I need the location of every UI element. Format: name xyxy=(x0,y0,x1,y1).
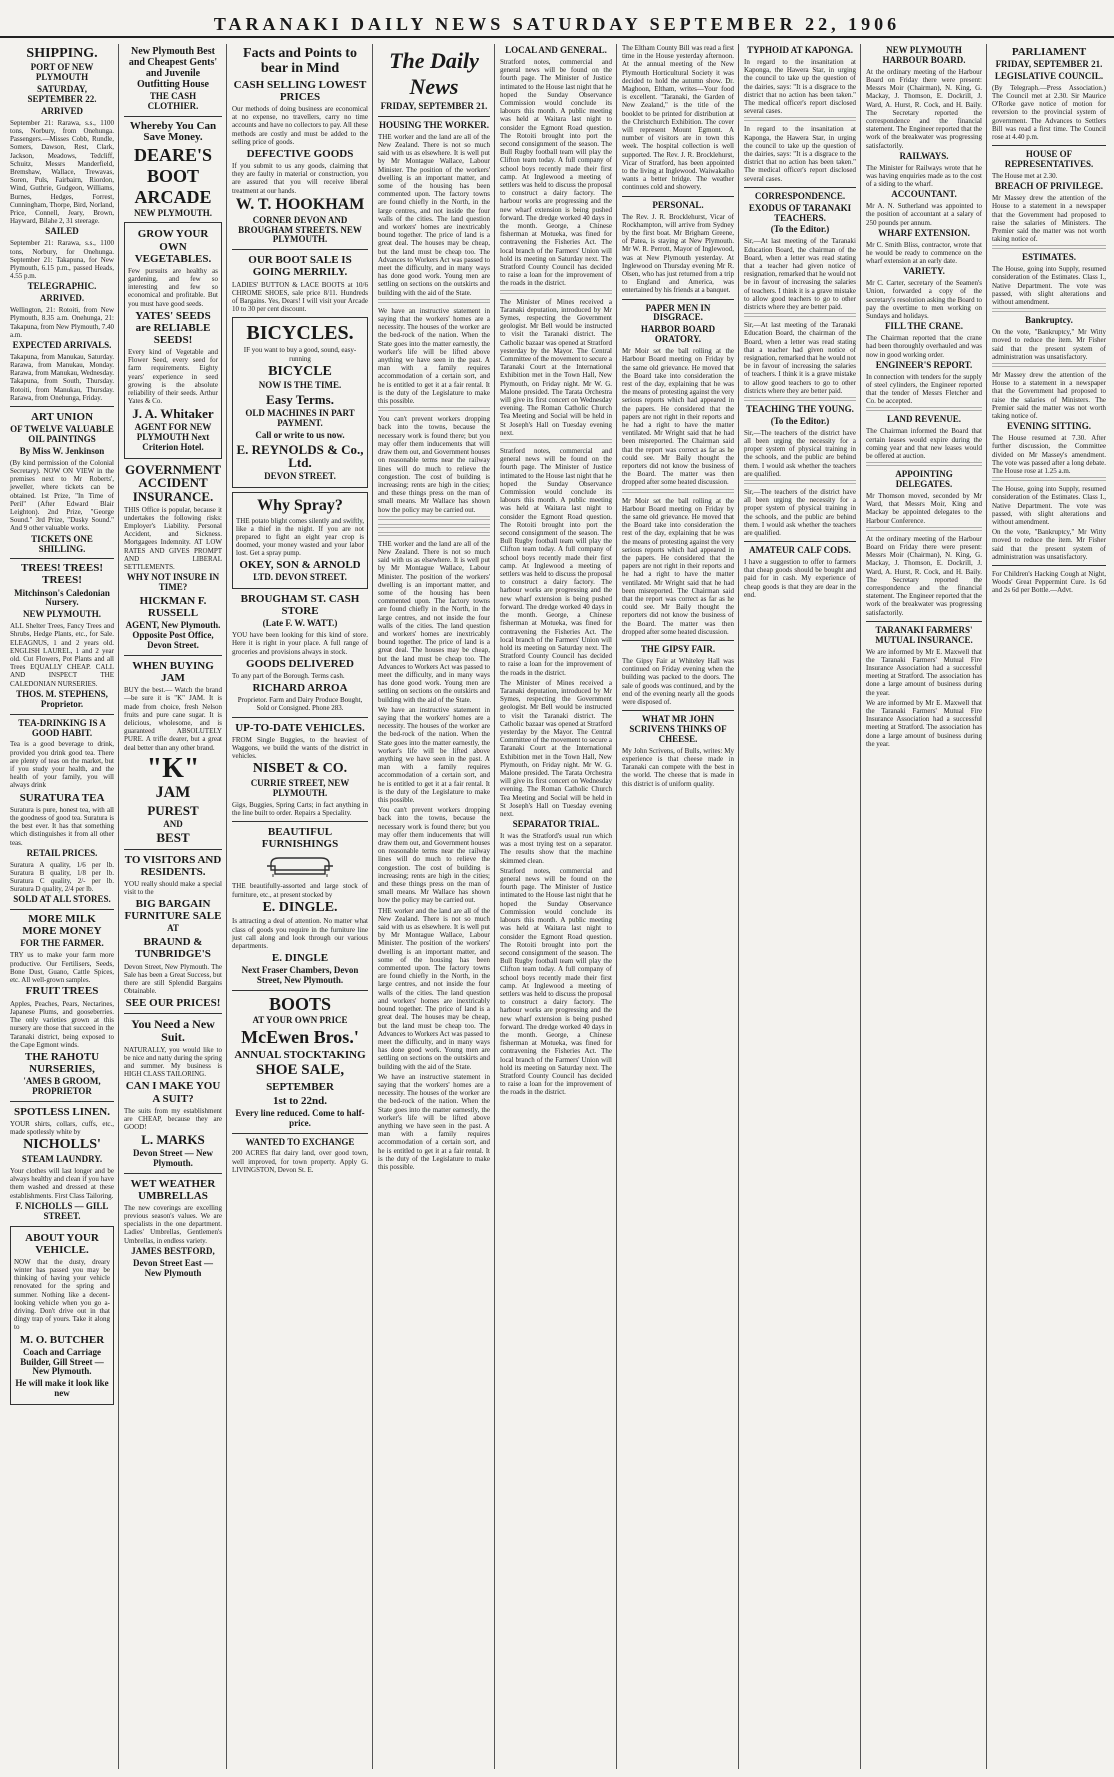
variety-heading: VARIETY. xyxy=(903,266,945,277)
furnishings-heading: BEAUTIFUL FURNISHINGS xyxy=(261,826,339,851)
harbour-board-heading: NEW PLYMOUTH HARBOUR BOARD. xyxy=(882,45,966,65)
suratura-text: Suratura is pure, honest tea, with all the goodness of good tea. Suratura is the best ever. It has that something which distinguishes it from all other teas. xyxy=(10,805,114,847)
local-text-repeat-3: Stratford notes, commercial and general news will be found on the fourth page. The Minister of Justice intimated to the House last night that he hoped the Sunday Observance Commission would conclude its labours this month. A public meeting was held at Waitara last night to consider the Egmont Road question. The Rotoiti brought into port the second consignment of the season. The Bull Rugby football team will play the Clifton team today. A full company of school boys recently made their first camp. At Inglewood a meeting of settlers was held to discuss the proposal to construct a dairy factory. The harbour works are progressing and the new wharf extension is being pushed forward. The dredge worked 40 days in the month. George, a Chinese fisherman at Motueka, was fined for contravening the Fisheries Act. The local branch of the Farmers' Union will hold its meeting on Saturday next. The Stratford County Council has decided to raise a loan for the improvement of the roads in the district. xyxy=(500,866,612,1097)
column-rule xyxy=(738,44,739,1769)
umbrellas-heading: WET WEATHER UMBRELLAS xyxy=(130,1177,216,1202)
trees-heading: TREES! TREES! TREES! xyxy=(20,562,104,587)
nisbet-address: CURRIE STREET, NEW PLYMOUTH. xyxy=(250,777,350,798)
harbour-oratory-heading: HARBOR BOARD ORATORY. xyxy=(640,324,716,345)
housing-text-repeat-5: We have an instructive statement in saying that the workers' homes are a necessity. The houses of the worker are the bed-rock of the nation. When the State goes into the matter earnestly, the worker's life will be lifted above anything we have seen in the past. A man with a family requires accommodation of a certain sort, and he is entitled to get it at a fair rental. It is the duty of the Legislature to make this possible. xyxy=(378,1072,490,1171)
tea-heading: TEA-DRINKING IS A GOOD HABIT. xyxy=(18,717,106,738)
personal-text: The Rev. J. R. Brocklehurst, Vicar of Rockhampton, will arrive from Sydney by the first boat. Mr Brigham Greene, of Patea, is staying at New Plymouth. Mr W. R. Perrott, Mayor of Inglewood, was at New Plymouth yesterday. At Inglewood on Thursday evening Mr R. Olsen, who has just returned from a trip to England and America, was entertained by his friends at a banquet. xyxy=(622,212,734,295)
accountant-heading: ACCOUNTANT. xyxy=(891,189,957,200)
brougham-text: YOU have been looking for this kind of store. Here it is right in your place. A full range of groceries and provisions always in stock. xyxy=(232,631,368,656)
teaching-to-editor: (To the Editor.) xyxy=(770,415,830,426)
nisbet-name: NISBET & CO. xyxy=(252,761,348,777)
exodus-to-editor: (To the Editor.) xyxy=(770,224,830,235)
cash-selling-heading: CASH SELLING LOWEST PRICES xyxy=(233,78,367,103)
nicholls-address: F. NICHOLLS — GILL STREET. xyxy=(15,1200,109,1221)
teaching-heading: TEACHING THE YOUNG. xyxy=(746,403,854,414)
milk-heading: MORE MILK MORE MONEY xyxy=(22,913,102,937)
visitors-text: YOU really should make a special visit to the xyxy=(124,879,222,897)
spray-text: THE potato blight comes silently and swiftly, like a thief in the night. If you are not prepared to fight an eight year crop is doomed, your money wasted and your labor lost. Get a spray pump. xyxy=(236,516,364,558)
shoe-sale: SHOE SALE, xyxy=(255,1061,345,1078)
reynolds-street: DEVON STREET. xyxy=(264,470,336,481)
house-text: The House met at 2.30. xyxy=(992,172,1058,181)
okey-sub: LTD. DEVON STREET. xyxy=(253,572,347,583)
hickman-name: HICKMAN F. RUSSELL xyxy=(139,595,207,620)
mcewen-name: McEwen Bros.' xyxy=(241,1026,359,1047)
defective-text: If you submit to us any goods, claiming that they are faulty in material or construction, you are assured that you will receive liberal treatment at our hands. xyxy=(232,162,368,195)
column-local xyxy=(496,44,616,1769)
nursery-town: NEW PLYMOUTH. xyxy=(22,609,101,620)
goods-delivered-text: To any part of the Borough. Terms cash. xyxy=(232,671,345,680)
local-text-2: The Minister of Mines received a Taranaki deputation, introduced by Mr Symes, respecting the Government geologist. Mr Bell would be instructed to visit the Taranaki district. The Catholic bazaar was opened at Stratford yesterday by the Mayor. The Central Committee of the movement to secure a Taranaki Court at the International Exhibition met in the Town Hall, New Plymouth, on Friday night. Mr W. G. Malone presided. The Tarata Orchestra will give its first concert on Wednesday evening. The Roman Catholic Church Tea Meeting and Social will be held in St Joseph's Hall on Tuesday evening next. xyxy=(500,297,612,437)
rahotu-proprietor: 'AMES B GROOM, PROPRIETOR xyxy=(23,1076,101,1096)
housing-heading: HOUSING THE WORKER. xyxy=(379,119,489,130)
boots-sub: AT YOUR OWN PRICE xyxy=(252,1015,348,1025)
cash-clothier: THE CASH CLOTHIER. xyxy=(147,91,199,111)
bankruptcy-heading: Bankruptcy. xyxy=(1025,315,1073,326)
housing-text-2: We have an instructive statement in saying that the workers' homes are a necessity. The houses of the worker are the bed-rock of the nation. When the State goes into the matter earnestly, the worker's life will be lifted above anything we have seen in the past. A man with a family requires accommodation of a certain sort, and he is entitled to get it at a fair rental. It is the duty of the Legislature to make this possible. xyxy=(378,306,490,406)
dingle-name: E. DINGLE. xyxy=(262,899,338,915)
nisbet-text: Gigs, Buggies, Spring Carts; in fact anything in the line built to order. Repairs a Speciality. xyxy=(232,800,368,817)
estimates-text: The House, going into Supply, resumed consideration of the Estimates. Class I., Native Department. The vote was passed, with slight alterations and without amendment. xyxy=(992,265,1106,307)
visitors-heading: TO VISITORS AND RESIDENTS. xyxy=(124,853,222,878)
correspondence-heading: CORRESPONDENCE. xyxy=(754,190,846,201)
housing-text-repeat-4: THE worker and the land are all of the New Zealand. There is not so much said with us as elsewhere. It is well put by Mr Montague Wallace, Labour Minister. The position of the workers' dwelling is an important matter, and some of the housing has been commented upon. The factory towns are found chiefly in the North, in the large centres, and not inside the four walls of the cities. The land question and workers' homes are inextricably bound together. The price of land is a great deal. The houses may be cheap, but the land must be cheap too. The Advances to Workers Act was passed to meet the difficulty, and in many ways has done good work. Young men are settling on sections on the outskirts and building with the aid of the State. xyxy=(378,906,490,1071)
nursery-name: Mitchinson's Caledonian Nursery. xyxy=(14,587,110,608)
telegraphic-heading: TELEGRAPHIC. xyxy=(27,281,97,292)
crane-text: The Chairman reported that the crane had been thoroughly overhauled and was now in good working order. xyxy=(866,334,982,359)
milk-sub: FOR THE FARMER. xyxy=(20,938,104,949)
masthead xyxy=(0,14,1114,38)
whitaker-name: J. A. Whitaker xyxy=(132,406,214,422)
heading-shipping: SHIPPING. xyxy=(26,46,98,61)
retail-text: Suratura A quality, 1/6 per lb. Suratura B quality, 1/8 per lb. Suratura C quality, 2/- per lb. Suratura D quality, 2/4 per lb. xyxy=(10,860,114,894)
insurance-heading: GOVERNMENT ACCIDENT INSURANCE. xyxy=(124,461,222,505)
suit-question: CAN I MAKE YOU A SUIT? xyxy=(125,1080,221,1105)
column-rule xyxy=(226,44,227,1769)
boots-heading: BOOTS xyxy=(268,994,332,1015)
legislative-heading: LEGISLATIVE COUNCIL. xyxy=(994,70,1104,81)
local-heading: LOCAL AND GENERAL. xyxy=(505,45,607,55)
sale-dates: 1st to 22nd. xyxy=(272,1094,328,1107)
cough-cure-ad: For Children's Hacking Cough at Night, Woods' Great Peppermint Cure. 1s 6d and 2s 6d per Bottle.—Advt. xyxy=(992,569,1106,595)
harbour-board-text-repeat: At the ordinary meeting of the Harbour Board on Friday there were present: Messrs Moir (Chairman), N. King, G. Mackay, J. Thomson, E. Dockrill, J. Ward, A. Hurst, R. Cock, and H. Baily. The Secretary reported the correspondence and the financial statement. The Engineer reported that the work of the breakwater was progressing satisfactorily. xyxy=(866,534,982,617)
sold-line: SOLD AT ALL STORES. xyxy=(13,894,111,905)
marks-name: L. MARKS xyxy=(141,1132,205,1148)
trees-text: ALL Shelter Trees, Fancy Trees and Shrubs, Hedge Plants, etc., for Sale. ELEAGNUS, 1 and 2 years old. ENGLISH LAUREL, 1 and 2 year old. Cut Flowers, Pot Plants and all Trees EQUALLY CHEAP. CALL AND INSPECT THE CALEDONIAN NURSERIES. xyxy=(10,622,114,688)
evening-heading: EVENING SITTING. xyxy=(1006,421,1092,432)
spray-ad xyxy=(232,492,368,589)
nicholls-heading: NICHOLLS' xyxy=(23,1137,101,1153)
column-rule xyxy=(372,44,373,1769)
land-heading: LAND REVENUE. xyxy=(886,414,961,425)
local-text-repeat: Stratford notes, commercial and general news will be found on the fourth page. The Minister of Justice intimated to the House last night that he hoped the Sunday Observance Commission would conclude its labours this month. A public meeting was held at Waitara last night to consider the Egmont Road question. The Rotoiti brought into port the second consignment of the season. The Bull Rugby football team will play the Clifton team today. A full company of school boys recently made their first camp. At Inglewood a meeting of settlers was held to discuss the proposal to construct a dairy factory. The harbour works are progressing and the new wharf extension is being pushed forward. The dredge worked 40 days in the month. George, a Chinese fisherman at Motueka, was fined for contravening the Fisheries Act. The local branch of the Farmers' Union will hold its meeting on Saturday next. The Stratford County Council has decided to raise a loan for the improvement of the roads in the district. xyxy=(500,447,612,677)
paper-men-text: Mr Moir set the ball rolling at the Harbour Board meeting on Friday by the same old grievance. He moved that the Board take into consideration the rest of the day, explaining that he was the means of protesting against the very serious reports which had appeared in the papers. He considered that the papers are not right in their reports and he had a right to have the matter ventilated. Mr Wright said that he had been misreported. The Chairman said that the report was correct as far as he could see. Mr Baily thought the reporters did not know the business of the Board. The matter was then dropped after some heated discussion. xyxy=(622,347,734,487)
dingle-text: Is attracting a deal of attention. No matter what class of goods you require in the furniture line just call along and look through our various departments. xyxy=(232,917,368,951)
wharf-text: Mr C. Smith Bliss, contractor, wrote that he would be ready to commence on the wharf extension at an early date. xyxy=(866,240,982,266)
column-ads-2 xyxy=(228,44,372,1769)
parliament-heading: PARLIAMENT xyxy=(1011,46,1087,58)
column-rule xyxy=(616,44,617,1769)
furniture-sale-heading: BIG BARGAIN FURNITURE SALE xyxy=(124,898,222,923)
grow-heading: GROW YOUR OWN VEGETABLES. xyxy=(134,228,212,265)
wanted-heading: WANTED TO EXCHANGE xyxy=(245,1136,355,1147)
hookham-address: CORNER DEVON AND BROUGHAM STREETS. NEW PLYMOUTH. xyxy=(238,214,362,245)
suit-cheap: The suits from my establishment are CHEAP, because they are GOOD! xyxy=(124,1106,222,1132)
editorial-date: FRIDAY, SEPTEMBER 21. xyxy=(380,101,488,111)
housing-text-3: You can't prevent workers dropping back into the towns, because the necessary work is found there; but you may offer them inducements that will draw them out, and Government houses on reasonable terms near the railway lines will do much to relieve the congestion. The cost of building is increasing; rents are high in the cities; and these things press on the man of small means. Mr Wallace has shown how the policy may be carried out. xyxy=(378,415,490,514)
column-parliament xyxy=(988,44,1110,1769)
spotless-heading: SPOTLESS LINEN. xyxy=(14,1105,110,1118)
vehicle-ad xyxy=(10,1226,114,1406)
bestford-address: Devon Street East — New Plymouth xyxy=(132,1257,214,1278)
cheese-heading: WHAT MR JOHN SCRIVENS THINKS OF CHEESE. xyxy=(629,714,727,744)
typhoid-text-repeat: In regard to the insanitation at Kaponga, the Hawera Star, in urging the council to take up the question of the dairies, says: "It is a disgrace to the district that no action has been taken." The medical officer's report disclosed several cases. xyxy=(744,125,856,183)
call-line: Call or write to us now. xyxy=(255,429,345,440)
defective-heading: DEFECTIVE GOODS xyxy=(246,147,354,160)
suit-text: NATURALLY, you would like to be nice and natty during the spring and summer. My business is HIGH CLASS TAILORING. xyxy=(124,1045,222,1079)
bicycle-word: BICYCLE xyxy=(268,363,332,379)
richard-sub: Proprietor. Farm and Dairy Produce Bought, Sold or Consigned. Phone 283. xyxy=(237,696,363,713)
date-line: SATURDAY, SEPTEMBER 22. xyxy=(27,84,97,105)
whitaker-sub: AGENT FOR NEW PLYMOUTH Next Criterion Hotel. xyxy=(134,422,212,452)
arcade-heading: ARCADE xyxy=(134,186,212,207)
easy-terms: Easy Terms. xyxy=(266,392,334,408)
butcher-end: He will make it look like new xyxy=(15,1378,109,1399)
arcade-town: NEW PLYMOUTH. xyxy=(133,207,212,218)
column-ads-1 xyxy=(120,44,226,1769)
typhoid-text: In regard to the insanitation at Kaponga, the Hawera Star, in urging the council to take up the question of the dairies, says: "It is a disgrace to the district that no action has been taken." The medical officer's report disclosed several cases. xyxy=(744,57,856,116)
boot-sale-text: LADIES' BUTTON & LACE BOOTS at 10/6 CHROME SHOES, sale price 8/11. Hundreds of Bargains. Yes, Dears! I will visit your Arcade 10 to 30 per cent discount. xyxy=(232,280,368,314)
column-editorial xyxy=(374,44,494,1769)
yates-heading: YATES' SEEDS are RELIABLE SEEDS! xyxy=(135,309,211,346)
purest-word: PUREST xyxy=(147,802,199,818)
umbrellas-text: The new coverings are excelling previous season's values. We are specialists in the one department. Ladies' Umbrellas, Gentlemen's Umbrellas, in endless variety. xyxy=(124,1203,222,1245)
column-rule xyxy=(860,44,861,1769)
sailed-heading: SAILED xyxy=(45,226,79,237)
wharf-heading: WHARF EXTENSION. xyxy=(878,227,970,238)
amateur-text: I have a suggestion to offer to farmers that cheap goods should be bought and paid for in cash. My experience of cheap goods is that they are dear in the end. xyxy=(744,558,856,599)
old-machines: OLD MACHINES IN PART PAYMENT. xyxy=(245,407,355,428)
housing-text: THE worker and the land are all of the New Zealand. There is not so much said with us as elsewhere. It is well put by Mr Montague Wallace, Labour Minister. The position of the workers' dwelling is an important matter, and some of the housing has been commented upon. The factory towns are found chiefly in the North, in the large centres, and not inside the four walls of the cities. The land question and workers' homes are inextricably bound together. The price of land is a great deal. The houses may be cheap, but the land must be cheap too. The Advances to Workers Act was passed to meet the difficulty, and in many ways has done good work. Young men are settling on sections on the outskirts and building with the aid of the State. xyxy=(378,132,490,297)
arrived-heading: ARRIVED xyxy=(40,105,83,116)
art-union-heading: ART UNION xyxy=(30,411,94,424)
housing-text-repeat-2: We have an instructive statement in saying that the workers' homes are a necessity. The houses of the worker are the bed-rock of the nation. When the State goes into the matter earnestly, the worker's life will be lifted above anything we have seen in the past. A man with a family requires accommodation of a certain sort, and he is entitled to get it at a fair rental. It is the duty of the Legislature to make this possible. xyxy=(378,705,490,805)
parliament-date: FRIDAY, SEPTEMBER 21. xyxy=(995,59,1103,70)
and-word: AND xyxy=(163,818,183,829)
gipsy-text: The Gipsy Fair at Whiteley Hall was continued on Friday evening when the building was packed to the doors. The sale of goods was continued, and by the end of the evening nearly all the goods were disposed of. xyxy=(622,656,734,706)
jam-heading: WHEN BUYING JAM xyxy=(132,659,214,685)
spray-heading: Why Spray? xyxy=(257,496,343,514)
art-union-text: (By kind permission of the Colonial Secretary). NOW ON VIEW in the premises next to Mr Roberts', jeweller, where tickets can be obtained. 1st Prize, "In Time of Peril" (After Edward Blair Leighton). 2nd Prize, "George Sound." 3rd Prize, "Dusky Sound." And 9 other valuable works. xyxy=(10,458,114,533)
braund-text: Devon Street, New Plymouth. The Sale has been a Great Success, but there are still Splendid Bargains Obtainable. xyxy=(124,962,222,996)
brougham-heading: BROUGHAM ST. CASH STORE xyxy=(240,593,360,618)
legislative-text: (By Telegraph.—Press Association.) The Council met at 2.30. Sir Maurice O'Rorke gave notice of motion for reversion to the provincial system of government. The Advances to Settlers Bill was read a first time. The Council rose at 4.40 p.m. xyxy=(992,83,1106,142)
goods-delivered-heading: GOODS DELIVERED xyxy=(246,657,354,670)
teaching-text: Sir,—The teachers of the district have all been urging the necessity for a proper system of physical training in the schools, and the public are behind them. I would ask whether the teachers are qualified. xyxy=(744,428,856,478)
gipsy-heading: THE GIPSY FAIR. xyxy=(640,644,716,655)
farmers-text: We are informed by Mr E. Maxwell that the Taranaki Farmers' Mutual Fire Insurance Association had a successful meeting at Stratford. The association has done a large amount of business during the year. xyxy=(866,647,982,697)
every-line: Every line reduced. Come to half-price. xyxy=(235,1107,365,1128)
vehicle-heading: ABOUT YOUR VEHICLE. xyxy=(25,1231,99,1256)
deares-heading: DEARE'S xyxy=(133,144,213,165)
sailed-text: September 21: Rarawa, s.s., 1100 tons, Norbury, for Onehunga. September 21: Takapuna, for New Plymouth, 6.15 p.m., passed Heads, 4.55 p.m. xyxy=(10,239,114,281)
insurance-text: THIS Office is popular, because it undertakes the following risks: Employer's Liability. Personal Accident, and Sickness. Mortgagees Indemnity. AT LOW RATES AND GIVES PROMPT AND LIBERAL SETTLEMENTS. xyxy=(124,505,222,572)
furnishings-text: THE beautifully-assorted and large stock of furniture, etc., at present stocked by xyxy=(232,882,368,899)
dingle-name-2: E. DINGLE xyxy=(271,952,329,965)
bicycles-text: IF you want to buy a good, sound, easy-running xyxy=(243,346,357,363)
reynolds-name: E. REYNOLDS & Co., Ltd. xyxy=(236,441,364,471)
accountant-text: Mr A. N. Sutherland was appointed to the position of accountant at a salary of 250 pounds per annum. xyxy=(866,202,982,227)
brougham-sub: (Late F. W. WATT.) xyxy=(262,618,338,629)
delegates-heading: APPOINTING DELEGATES. xyxy=(895,469,953,490)
farmers-text-repeat: We are informed by Mr E. Maxwell that the Taranaki Farmers' Mutual Fire Insurance Association had a successful meeting at Stratford. The association has done a large amount of business during the year. xyxy=(866,698,982,748)
news-top-text: The Eltham County Bill was read a first time in the House yesterday afternoon. At the annual meeting of the New Plymouth Horticultural Society it was decided to hold the autumn show. Dr. Maghoon, Eltham, writes—Your food is excellent. "Taranaki, the Garden of New Zealand," is the title of the booklet to be printed for distribution at the Christchurch Exhibition. The cover will represent Mount Egmont. A number of visitors are in town this week. The hospital collection is well supported. The Rev. J. R. Brocklehurst, Vicar of Stratford, has been appointed to the living at Inglewood. Waiwakaiho wants a better bridge. The weather continues cold and showery. xyxy=(622,44,734,192)
nicholls-text: Your clothes will last longer and be always healthy and clean if you have them washed and dressed at these establishments. First Class Tailoring. xyxy=(10,1166,114,1200)
column-rule xyxy=(118,44,119,1769)
k-brand: "K" xyxy=(146,752,200,784)
braund-name: BRAUND & TUNBRIDGE'S xyxy=(135,936,211,961)
paper-men-heading: PAPER MEN IN DISGRACE. xyxy=(645,302,711,323)
bestford-name: JAMES BESTFORD, xyxy=(131,1245,215,1256)
expected-heading: EXPECTED ARRIVALS. xyxy=(12,339,112,350)
hickman-sub: AGENT, New Plymouth. Opposite Post Office, Devon Street. xyxy=(125,620,221,651)
arrived-text: September 21: Rarawa, s.s., 1100 tons, Norbury, from Onehunga. Passengers.—Misses Cobb, Rundle, Somers, Dawson, Rest, Clark, Jackson, Meadows, Tedcliff, Schuitz, Messrs Manderfield, Bremshaw, Wallace, Trewavas, Soren, Puls, Fairbairn, Riordon, Wind, Guthrie, Gudgeon, Williams, Burnes, Hedges, Forrest, Cunningham, Thorpe, Bird, Norland, Price, Connell, Jeary, Brown, Hayward, Bilahe 2, 31 steerage. xyxy=(10,118,114,226)
sale-month: SEPTEMBER xyxy=(266,1080,334,1093)
yates-text: Every kind of Vegetable and Flower Seed, every seed for farm requirements. Eighty years' experience in seed growing is the absolute reliability of their seeds. Arthur Yates & Co. xyxy=(128,348,218,406)
dingle-address: Next Fraser Chambers, Devon Street, New Plymouth. xyxy=(241,965,359,986)
grow-text: Few pursuits are healthy as gardening, and few so interesting and few so economical and profitable. But you must have good seeds. xyxy=(128,266,218,308)
estimates-text-repeat: The House, going into Supply, resumed consideration of the Estimates. Class I., Native Department. The vote was passed, with slight alterations and without amendment. xyxy=(992,485,1106,526)
boot-sale-heading: OUR BOOT SALE IS GOING MERRILY. xyxy=(248,254,352,279)
amateur-heading: AMATEUR CALF CODS. xyxy=(749,545,851,556)
typhoid-heading: TYPHOID AT KAPONGA. xyxy=(747,45,853,55)
butcher-address: Coach and Carriage Builder, Gill Street — New Plymouth. xyxy=(20,1346,104,1377)
rahotu-heading: THE RAHOTU NURSERIES, xyxy=(24,1050,100,1075)
insure-line: WHY NOT INSURE IN TIME? xyxy=(126,572,220,593)
facts-heading: Facts and Points to bear in Mind xyxy=(243,46,357,77)
column-rule xyxy=(986,44,987,1769)
art-union-sub: OF TWELVE VALUABLE OIL PAINTINGS xyxy=(10,424,114,445)
column-rule xyxy=(494,44,495,1769)
stocktaking-heading: ANNUAL STOCKTAKING xyxy=(234,1048,366,1061)
separator-text: It was the Stratford's usual run which was a most trying test on a separator. The results show that the machine skimmed clean. xyxy=(500,832,612,865)
jam-text: BUY the best.— Watch the brand —be sure it is "K" JAM. It is made from choice, fresh Nelson fruits and pure cane sugar. It is delicious, wholesome, and is guaranteed ABSOLUTELY PURE. A trifle dearer, but a great deal better than any other brand. xyxy=(124,686,222,752)
local-text-repeat-2: The Minister of Mines received a Taranaki deputation, introduced by Mr Symes, respecting the Government geologist. Mr Bell would be instructed to visit the Taranaki district. The Catholic bazaar was opened at Stratford yesterday by the Mayor. The Central Committee of the movement to secure a Taranaki Court at the International Exhibition met in the Town Hall, New Plymouth, on Friday night. Mr W. G. Malone presided. The Tarata Orchestra will give its first concert on Wednesday evening. The Roman Catholic Church Tea Meeting and Social will be held in St Joseph's Hall on Tuesday evening next. xyxy=(500,678,612,818)
column-news xyxy=(618,44,738,1769)
breach-text-repeat: Mr Massey drew the attention of the House to a statement in a newspaper that the Government had proposed to raise the salaries of Ministers. The Premier said the matter was not worth taking notice of. xyxy=(992,371,1106,421)
richard-name: RICHARD ARROA xyxy=(252,682,348,695)
editorial-masthead: The Daily News xyxy=(389,48,479,99)
grow-ad xyxy=(124,222,222,458)
variety-text: Mr C. Carter, secretary of the Seamen's Union, forwarded a copy of the secretary's resolution asking the Board to pay the overtime to men working on Sundays and holidays. xyxy=(866,279,982,321)
vehicles-text: FROM Single Buggies, to the heaviest of Waggons, we build the wants of the district in vehicles. xyxy=(232,735,368,761)
crane-heading: FILL THE CRANE. xyxy=(884,321,964,332)
wanted-text: 200 ACRES flat dairy land, over good town, well improved, for town property. Apply G. LIVINGSTON, Devon St. E. xyxy=(232,1149,368,1174)
land-text: The Chairman informed the Board that certain leases would expire during the coming year and that new leases would be offered at auction. xyxy=(866,427,982,460)
breach-heading: BREACH OF PRIVILEGE. xyxy=(995,181,1103,192)
delegates-text: Mr Thomson moved, seconded by Mr Ward, that Messrs Moir, King and Mackay be appointed delegates to the Harbour Conference. xyxy=(866,491,982,525)
housing-text-repeat-3: You can't prevent workers dropping back into the towns, because the necessary work is found there; but you may offer them inducements that will draw them out, and Government houses on reasonable terms near the railway lines will do much to relieve the congestion. The cost of building is increasing; rents are high in the cities; and these things press on the man of small means. Mr Wallace has shown how the policy may be carried out. xyxy=(378,806,490,905)
house-heading: HOUSE OF REPRESENTATIVES. xyxy=(1004,149,1094,170)
bankruptcy-text-repeat: On the vote, "Bankruptcy," Mr Witty moved to reduce the item. Mr Fisher said that the present system of administration was unsatisfactory. xyxy=(992,528,1106,561)
farmers-heading: TARANAKI FARMERS' MUTUAL INSURANCE. xyxy=(875,624,973,645)
jam-word: JAM xyxy=(155,784,191,802)
exodus-heading: EXODUS OF TARANAKI TEACHERS. xyxy=(748,202,852,223)
exodus-text-repeat: Sir,—At last meeting of the Taranaki Education Board, the chairman of the Board, when a letter was read stating that a teacher had given notice of resignation, remarked that he would not be in favour of increasing the salaries of teachers. I think it is a grave mistake to allow good teachers to go to other districts where they are better paid. xyxy=(744,321,856,395)
railways-text: The Minister for Railways wrote that he was having enquiries made as to the cost of a siding to the wharf. xyxy=(866,163,982,189)
housing-text-repeat: THE worker and the land are all of the New Zealand. There is not so much said with us as elsewhere. It is well put by Mr Montague Wallace, Labour Minister. The position of the workers' dwelling is an important matter, and some of the housing has been commented upon. The factory towns are found chiefly in the North, in the large centres, and not inside the four walls of the cities. The land question and workers' homes are inextricably bound together. The price of land is a great deal. The houses may be cheap, but the land must be cheap too. The Advances to Workers Act was passed to meet the difficulty, and in many ways has done good work. Young men are settling on sections on the outskirts and building with the aid of the State. xyxy=(378,539,490,704)
tea-text: Tea is a good beverage to drink, provided you drink good tea. There are plenty of teas on the market, but if you study your health, and the health of your family, you will always drink xyxy=(10,740,114,790)
laundry-sub: STEAM LAUNDRY. xyxy=(21,1154,103,1165)
marks-address: Devon Street — New Plymouth. xyxy=(132,1147,214,1168)
engineer-heading: ENGINEER'S REPORT. xyxy=(875,359,973,370)
personal-heading: PERSONAL. xyxy=(652,199,704,210)
boot-heading: BOOT xyxy=(146,165,199,186)
fruit-text: Apples, Peaches, Pears, Nectarines, Japanese Plums, and gooseberries. The only varieties grown at this nursery are those that succeed in the Taranaki district, being exposed to the Cape Egmont winds. xyxy=(10,999,114,1049)
estimates-heading: ESTIMATES. xyxy=(1021,252,1077,263)
column-harbour-board xyxy=(862,44,986,1769)
telegraphic-text: Wellington, 21: Rotoiti, from New Plymouth, 8.35 a.m. Onehunga, 21: Takapuna, from New Plymouth, 7.40 a.m. xyxy=(10,306,114,339)
port-line: PORT OF NEW PLYMOUTH xyxy=(30,62,94,83)
fruit-heading: FRUIT TREES xyxy=(25,985,99,998)
railways-heading: RAILWAYS. xyxy=(899,150,949,161)
expected-text: Takapuna, from Manukau, Saturday. Rarawa, from Manukau, Monday. Rarawa, from Manukau, Wednesday. Takapuna, from South, Thursday. Rotoiti, from Manukau, Thursday. Rarawa, from Onehunga, Friday. xyxy=(10,352,114,402)
see-prices: SEE OUR PRICES! xyxy=(125,997,221,1010)
harbour-board-text: At the ordinary meeting of the Harbour Board on Friday there were present: Messrs Moir (Chairman), N. King, G. Mackay, J. Thomson, E. Dockrill, J. Ward, A. Hurst, R. Cock, and H. Baily. The Secretary reported the correspondence and the financial statement. The Engineer reported that the work of the breakwater was progressing satisfactorily. xyxy=(866,67,982,150)
best-word: BEST xyxy=(156,830,190,846)
vehicles-heading: UP-TO-DATE VEHICLES. xyxy=(235,721,365,734)
suit-heading: You Need a New Suit. xyxy=(131,1017,215,1045)
teaching-text-repeat: Sir,—The teachers of the district have all been urging the necessity for a proper system of physical training in the schools, and the public are behind them. I would ask whether the teachers are qualified. xyxy=(744,487,856,537)
okey-name: OKEY, SON & ARNOLD xyxy=(239,558,361,571)
outfitting-heading: New Plymouth Best and Cheapest Gents' and Juvenile Outfitting House xyxy=(128,46,218,90)
at-word: AT xyxy=(167,923,179,934)
nursery-proprietor: THOS. M. STEPHENS, Proprietor. xyxy=(16,688,108,709)
vehicle-text: NOW that the dusty, dreary winter has passed you may be thinking of having your vehicle renovated for the spring and summer. Nothing like a decent-looking vehicle when you go a-driving. Don't drive out in that dingy trap of yours. Take it along to xyxy=(14,1257,110,1332)
save-money-heading: Whereby You Can Save Money. xyxy=(129,119,217,144)
column-correspondence xyxy=(740,44,860,1769)
now-line: NOW IS THE TIME. xyxy=(258,380,342,391)
spotless-text: YOUR shirts, collars, cuffs, etc., made spotlessly white by xyxy=(10,1119,114,1137)
suratura-heading: SURATURA TEA xyxy=(19,791,105,804)
cheese-text: My John Scrivens, of Bulls, writes: My experience is that cheese made in Taranaki can compete with the best in the world. The cheese that is made in this district is of uniform quality. xyxy=(622,746,734,788)
hookham-name: W. T. HOOKHAM xyxy=(235,195,365,213)
tickets-line: TICKETS ONE SHILLING. xyxy=(31,533,93,554)
retail-heading: RETAIL PRICES. xyxy=(26,847,98,858)
evening-text: The House resumed at 7.30. After further discussion, the Committee divided on Mr Massey's amendment. The vote was passed after a long debate. The House rose at 1.25 a.m. xyxy=(992,434,1106,475)
telegraphic-arrived: ARRIVED. xyxy=(39,293,85,304)
separator-heading: SEPARATOR TRIAL. xyxy=(512,819,600,830)
butcher-name: M. O. BUTCHER xyxy=(19,1333,105,1346)
bicycles-ad xyxy=(232,317,368,487)
sofa-icon xyxy=(265,854,335,878)
column-shipping xyxy=(6,44,118,1769)
paper-men-text-repeat: Mr Moir set the ball rolling at the Harbour Board meeting on Friday by the same old grievance. He moved that the Board take into consideration the rest of the day, explaining that he was the means of protesting against the very serious reports which had appeared in the papers. He considered that the papers are not right in their reports and he had a right to have the matter ventilated. Mr Wright said that he had been misreported. The Chairman said that the report was correct as far as he could see. Mr Baily thought the reporters did not know the business of the Board. The matter was then dropped after some heated discussion. xyxy=(622,496,734,636)
cash-selling-text: Our methods of doing business are economical at no expense, no travellers, carry no time accounts and have no collectors to pay. All these methods are costly and must be added to the selling price of goods. xyxy=(232,104,368,146)
art-union-by: By Miss W. Jenkinson xyxy=(19,445,105,456)
bankruptcy-text: On the vote, "Bankruptcy," Mr Witty moved to reduce the item. Mr Fisher said that the present system of administration was unsatisfactory. xyxy=(992,328,1106,361)
engineer-text: In connection with tenders for the supply of steel cylinders, the Engineer reported that the tender of Messrs Fletcher and Co. be accepted. xyxy=(866,372,982,406)
bicycles-heading: BICYCLES. xyxy=(246,322,354,345)
exodus-text: Sir,—At last meeting of the Taranaki Education Board, the chairman of the Board, when a letter was read stating that a teacher had given notice of resignation, remarked that he would not be in favour of increasing the salaries of teachers. I think it is a grave mistake to allow good teachers to go to other districts where they are better paid. xyxy=(744,237,856,311)
milk-text: TRY us to make your farm more productive. Our Fertilisers, Seeds, Bone Dust, Guano, Cattle Spices, etc. All well-grown samples. xyxy=(10,951,114,984)
breach-text: Mr Massey drew the attention of the House to a statement in a newspaper that the Government had proposed to raise the salaries of Ministers. The Premier said the matter was not worth taking notice of. xyxy=(992,194,1106,244)
local-text: Stratford notes, commercial and general news will be found on the fourth page. The Minister of Justice intimated to the House last night that he hoped the Sunday Observance Commission would conclude its labours this month. A public meeting was held at Waitara last night to consider the Egmont Road question. The Rotoiti brought into port the second consignment of the season. The Bull Rugby football team will play the Clifton team today. A full company of school boys recently made their first camp. At Inglewood a meeting of settlers was held to discuss the proposal to construct a dairy factory. The harbour works are progressing and the new wharf extension is being pushed forward. The dredge worked 40 days in the month. George, a Chinese fisherman at Motueka, was fined for contravening the Fisheries Act. The local branch of the Farmers' Union will hold its meeting on Saturday next. The Stratford County Council has decided to raise a loan for the improvement of the roads in the district. xyxy=(500,57,612,288)
masthead-title: TARANAKI DAILY NEWS SATURDAY SEPTEMBER 22, 1906 xyxy=(213,14,901,34)
